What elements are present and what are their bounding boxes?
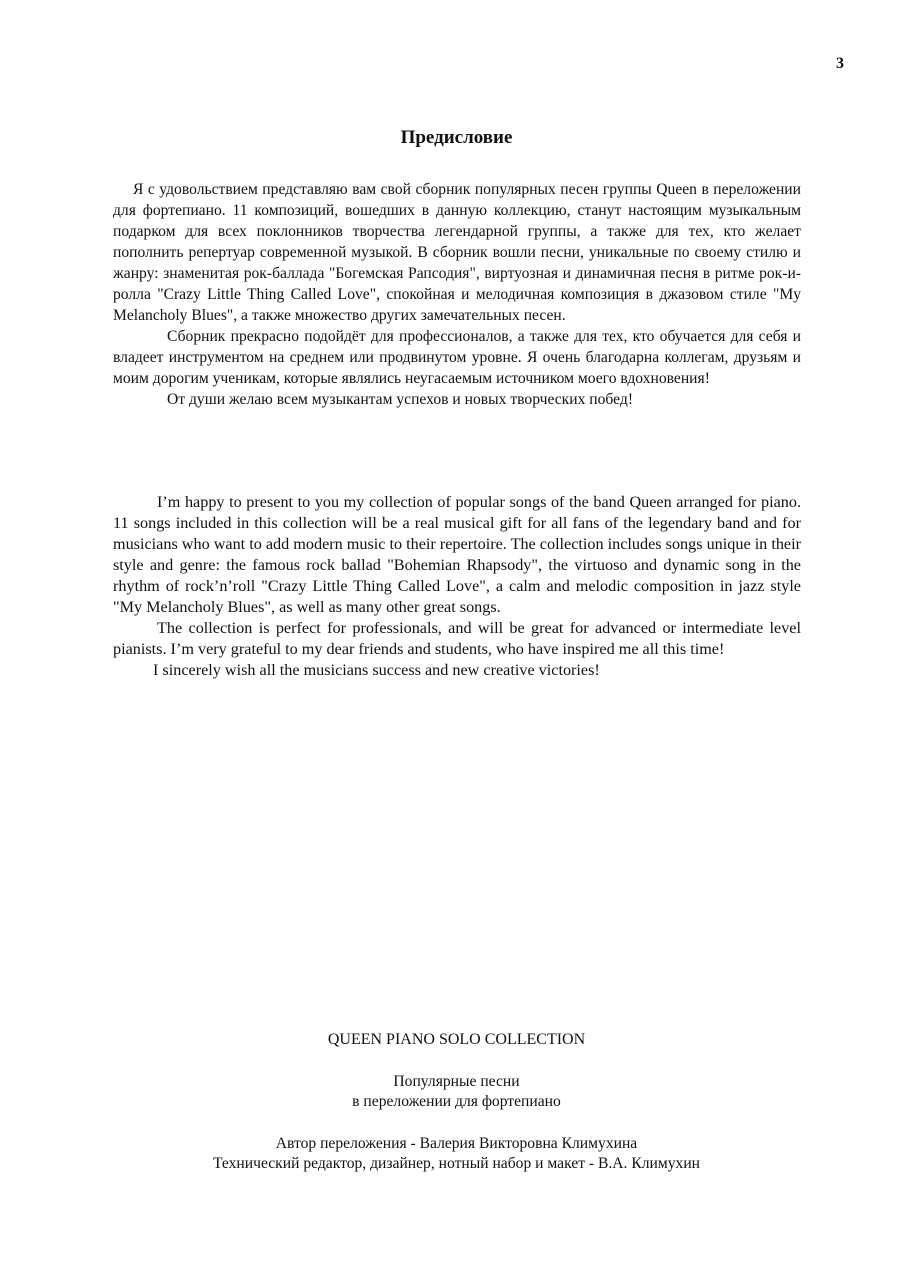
english-paragraph-2: The collection is perfect for professionals, and will be great for advanced or intermediate level pianists. I’m very grateful to my dear friends and students, who have inspired me all this time! [113, 619, 801, 658]
author-credits [0, 1134, 900, 1174]
page-number: 3 [836, 55, 844, 72]
russian-paragraph-1: Я с удовольствием представляю вам свой сборник популярных песен группы Queen в переложении для фортепиано. 11 композиций, вошедших в данную коллекцию, станут настоящим музыкальным подарком для всех поклонников творчества легендарной группы, а также для тех, кто желает пополнить репертуар современной музыкой. В сборник вошли песни, уникальные по своему стилю и жанру: знаменитая рок-баллада "Богемская Рапсодия", виртуозная и динамичная песня в ритме рок-и-ролла "Crazy Little Thing Called Love", спокойная и мелодичная композиция в джазовом стиле "My Melancholy Blues", а также множество других замечательных песен. [113, 181, 801, 324]
english-preface [113, 492, 801, 681]
russian-paragraph-2: Сборник прекрасно подойдёт для профессионалов, а также для тех, кто обучается для себя и владеет инструментом на среднем или продвинутом уровне. Я очень благодарна коллегам, друзьям и моим дорогим ученикам, которые являлись неугасаемым источником моего вдохновения! [113, 328, 801, 387]
subtitle-line-2: в переложении для фортепиано [352, 1093, 561, 1110]
collection-subtitle [0, 1072, 900, 1112]
arranger-credit: Автор переложения - Валерия Викторовна Климухина [275, 1135, 638, 1152]
editor-credit: Технический редактор, дизайнер, нотный набор и макет - В.А. Климухин [212, 1155, 701, 1172]
russian-preface [113, 179, 801, 410]
english-paragraph-3: I sincerely wish all the musicians success and new creative victories! [153, 661, 600, 679]
russian-paragraph-3: От души желаю всем музыкантам успехов и новых творческих побед! [167, 391, 634, 408]
subtitle-line-1: Популярные песни [393, 1073, 520, 1090]
collection-title: QUEEN PIANO SOLO COLLECTION [327, 1031, 586, 1048]
page-title: Предисловие [400, 127, 513, 148]
english-paragraph-1: I’m happy to present to you my collection of popular songs of the band Queen arranged for piano. 11 songs included in this collection will be a real musical gift for all fans of the legendary band and for musicians who want to add modern music to their repertoire. The collection includes songs unique in their style and genre: the famous rock ballad "Bohemian Rhapsody", the virtuoso and dynamic song in the rhythm of rock’n’roll "Crazy Little Thing Called Love", a calm and melodic composition in jazz style "My Melancholy Blues", as well as many other great songs. [113, 493, 801, 616]
